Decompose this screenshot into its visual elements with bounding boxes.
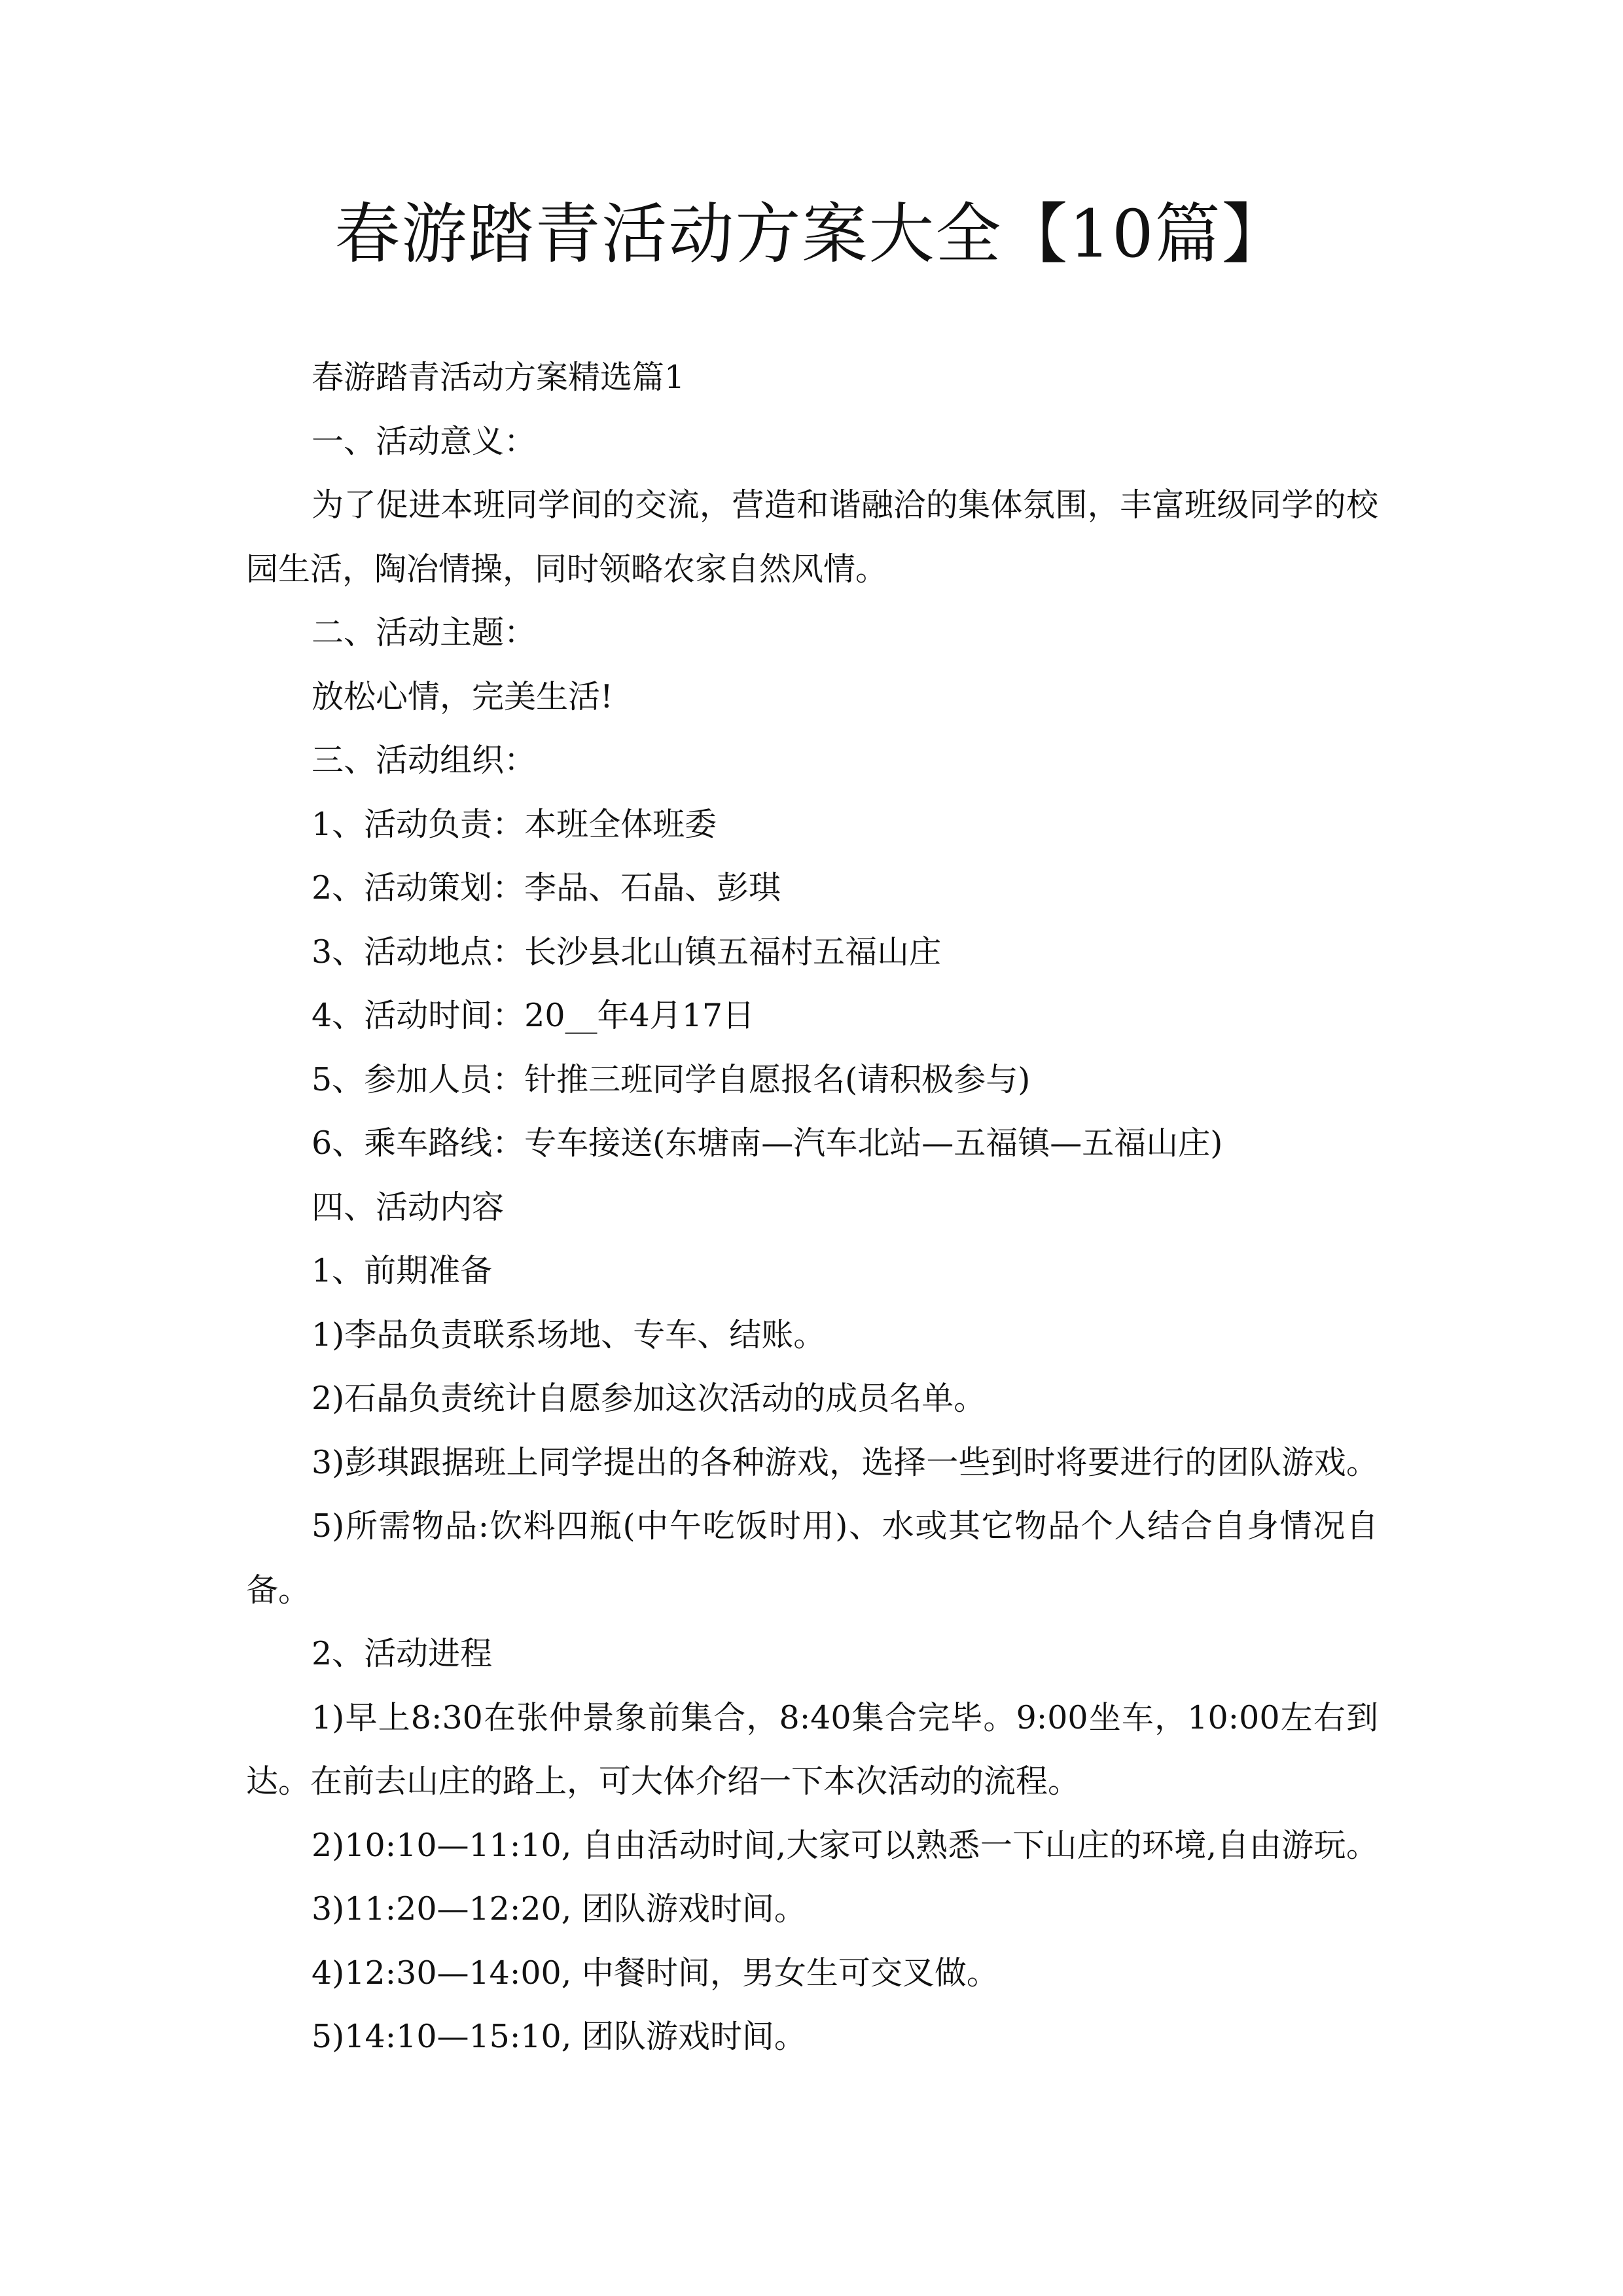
document-body: [246, 346, 1378, 2069]
paragraph-line: 一、活动意义：: [312, 422, 537, 460]
paragraph-line: 1)早上8:30在张仲景象前集合，8:40集合完毕。9:00坐车，10:00左右到: [312, 1698, 1378, 1736]
paragraph-line: 三、活动组织：: [312, 742, 537, 779]
paragraph-line: 5)14:10—15:10, 团队游戏时间。: [312, 2018, 806, 2055]
paragraph-line: 春游踏青活动方案精选篇1: [312, 359, 685, 396]
paragraph-line: 二、活动主题：: [312, 614, 537, 651]
paragraph-line: 4)12:30—14:00, 中餐时间，男女生可交叉做。: [312, 1954, 999, 1992]
paragraph-line: 4、活动时间：20__年4月17日: [312, 997, 755, 1034]
paragraph-line: 6、乘车路线：专车接送(东塘南—汽车北站—五福镇—五福山庄): [312, 1124, 1223, 1162]
paragraph-line: 3)11:20—12:20, 团队游戏时间。: [312, 1890, 806, 1928]
paragraph-line: 四、活动内容: [312, 1188, 505, 1226]
paragraph-line: 备。: [246, 1571, 311, 1609]
paragraph-line: 2)石晶负责统计自愿参加这次活动的成员名单。: [312, 1380, 986, 1417]
paragraph-line: 3)彭琪跟据班上同学提出的各种游戏，选择一些到时将要进行的团队游戏。: [312, 1443, 1378, 1481]
paragraph-line: 1、活动负责：本班全体班委: [312, 805, 717, 843]
paragraph-line: 园生活，陶冶情操，同时领略农家自然风情。: [246, 550, 888, 588]
paragraph-line: 放松心情，完美生活!: [312, 677, 613, 715]
paragraph-line: 5)所需物品:饮料四瓶(中午吃饭时用)、水或其它物品个人结合自身情况自: [312, 1507, 1378, 1545]
paragraph-line: 2)10:10—11:10, 自由活动时间,大家可以熟悉一下山庄的环境,自由游玩。: [312, 1826, 1378, 1864]
paragraph-line: 5、参加人员：针推三班同学自愿报名(请积极参与): [312, 1060, 1031, 1098]
paragraph-line: 为了促进本班同学间的交流，营造和谐融洽的集体氛围，丰富班级同学的校: [312, 486, 1378, 524]
paragraph-line: 1、前期准备: [312, 1252, 493, 1289]
paragraph-line: 1)李品负责联系场地、专车、结账。: [312, 1316, 826, 1354]
paragraph-line: 2、活动进程: [312, 1635, 493, 1672]
paragraph-line: 3、活动地点：长沙县北山镇五福村五福山庄: [312, 933, 942, 971]
paragraph-line: 2、活动策划：李品、石晶、彭琪: [312, 869, 781, 906]
paragraph-line: 达。在前去山庄的路上，可大体介绍一下本次活动的流程。: [246, 1763, 1080, 1800]
document-title: 春游踏青活动方案大全【10篇】: [334, 196, 1289, 272]
